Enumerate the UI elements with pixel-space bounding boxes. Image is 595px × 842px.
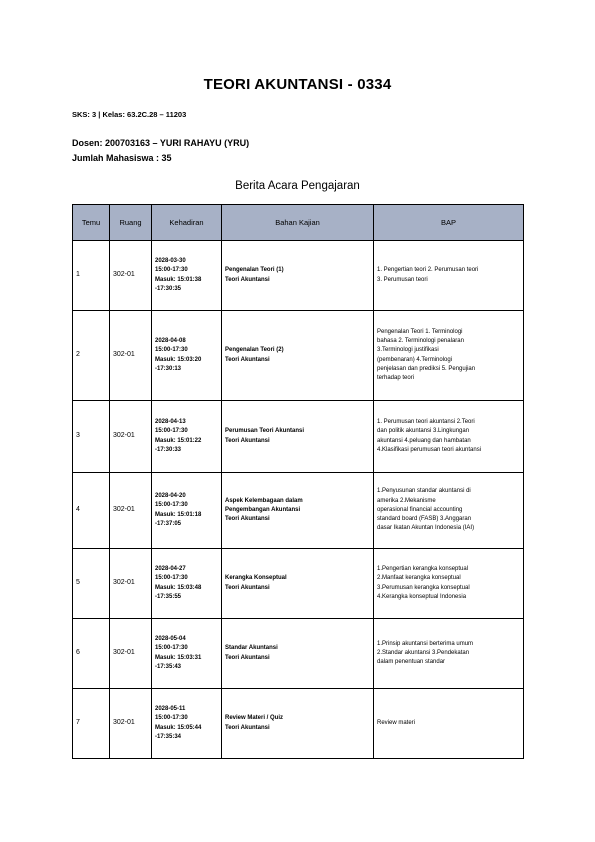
table-header-row (73, 205, 524, 241)
cell-temu: 1 (73, 241, 110, 311)
cell-bahan-kajian (222, 401, 374, 473)
cell-bap-line: Pengenalan Teori 1. Terminologi (377, 328, 463, 335)
cell-bap-line: 3.Perumusan kerangka konseptual (377, 584, 470, 591)
cell-bap (374, 473, 524, 549)
cell-kehadiran (152, 689, 222, 759)
cell-kehadiran-line: -17:30:13 (155, 365, 182, 372)
table-row (73, 619, 524, 689)
cell-kehadiran-line: 15:00-17:30 (155, 347, 188, 354)
cell-bap-line: 1.Pengertian kerangka konseptual (377, 565, 469, 572)
cell-kehadiran-line: 2028-04-27 (155, 565, 186, 572)
cell-kehadiran-line: Masuk: 15:01:22 (155, 437, 202, 444)
cell-bap-line: penjelasan dan prediksi 5. Pengujian (377, 365, 476, 372)
cell-kehadiran-line: -17:35:43 (155, 663, 182, 670)
cell-ruang: 302-01 (110, 241, 152, 311)
section-title: Berita Acara Pengajaran (235, 180, 360, 192)
cell-temu: 3 (73, 401, 110, 473)
cell-bahan-kajian (222, 241, 374, 311)
cell-kehadiran-line: 15:00-17:30 (155, 502, 188, 509)
cell-kehadiran-line: Masuk: 15:03:31 (155, 654, 202, 661)
header-kehadiran: Kehadiran (152, 205, 222, 241)
cell-bap-line: 2.Manfaat kerangka konseptual (377, 575, 461, 582)
cell-ruang: 302-01 (110, 311, 152, 401)
cell-bahan-kajian-line: Pengenalan Teori (2) (225, 347, 284, 354)
cell-bap-line: 3.Terminologi justifikasi (377, 347, 439, 354)
cell-kehadiran-line: 2028-03-30 (155, 257, 186, 264)
cell-kehadiran-line: -17:30:35 (155, 285, 182, 292)
cell-bap-line: 2.Standar akuntansi 3.Pendekatan (377, 649, 470, 656)
table-row (73, 689, 524, 759)
cell-bahan-kajian-line: Perumusan Teori Akuntansi (225, 428, 305, 435)
cell-kehadiran-line: 2028-05-11 (155, 705, 186, 712)
cell-kehadiran (152, 549, 222, 619)
cell-bahan-kajian-line: Pengembangan Akuntansi (225, 506, 301, 513)
cell-kehadiran (152, 401, 222, 473)
cell-bap-line: bahasa 2. Terminologi penalaran (377, 337, 464, 344)
table-row (73, 401, 524, 473)
cell-kehadiran-line: -17:37:05 (155, 520, 182, 527)
cell-kehadiran (152, 311, 222, 401)
cell-bap-line: 1.Penyusunan standar akuntansi di (377, 488, 471, 495)
cell-bahan-kajian (222, 619, 374, 689)
cell-temu: 2 (73, 311, 110, 401)
header-temu: Temu (73, 205, 110, 241)
cell-kehadiran-line: Masuk: 15:03:20 (155, 356, 202, 363)
cell-kehadiran-line: 2028-04-08 (155, 337, 186, 344)
header-bap: BAP (374, 205, 524, 241)
cell-kehadiran-line: -17:35:34 (155, 733, 182, 740)
cell-bap-line: terhadap teori (377, 375, 415, 382)
cell-temu: 4 (73, 473, 110, 549)
table-row (73, 241, 524, 311)
table-row (73, 549, 524, 619)
cell-bahan-kajian-line: Teori Akuntansi (225, 584, 270, 591)
cell-kehadiran-line: Masuk: 15:01:18 (155, 511, 202, 518)
cell-bahan-kajian-line: Pengenalan Teori (1) (225, 267, 284, 274)
cell-bahan-kajian (222, 473, 374, 549)
header-ruang: Ruang (110, 205, 152, 241)
cell-bap-line: standard board (FASB) 3.Anggaran (377, 516, 472, 523)
cell-ruang: 302-01 (110, 619, 152, 689)
cell-bap-line: (pembenaran) 4.Terminologi (377, 356, 453, 363)
cell-bap-line: 1. Perumusan teori akuntansi 2.Teori (377, 418, 475, 425)
cell-ruang: 302-01 (110, 473, 152, 549)
cell-kehadiran-line: Masuk: 15:01:38 (155, 276, 202, 283)
cell-kehadiran-line: 2028-04-20 (155, 492, 186, 499)
table-row (73, 311, 524, 401)
student-count: Jumlah Mahasiswa : 35 (72, 153, 172, 163)
cell-bap-line: amerika 2.Mekanisme (377, 497, 436, 504)
cell-temu: 7 (73, 689, 110, 759)
cell-bahan-kajian-line: Aspek Kelembagaan dalam (225, 497, 303, 504)
cell-kehadiran-line: 15:00-17:30 (155, 645, 188, 652)
cell-kehadiran-line: -17:30:33 (155, 446, 182, 453)
cell-ruang: 302-01 (110, 549, 152, 619)
cell-kehadiran (152, 619, 222, 689)
cell-bap (374, 689, 524, 759)
cell-bahan-kajian-line: Teori Akuntansi (225, 724, 270, 731)
cell-bap (374, 619, 524, 689)
cell-bap-line: 1.Prinsip akuntansi berterima umum (377, 640, 474, 647)
cell-kehadiran-line: Masuk: 15:05:44 (155, 724, 202, 731)
cell-kehadiran-line: 15:00-17:30 (155, 715, 188, 722)
cell-bap (374, 549, 524, 619)
cell-kehadiran (152, 473, 222, 549)
lecturer: Dosen: 200703163 – YURI RAHAYU (YRU) (72, 138, 250, 148)
cell-bap (374, 311, 524, 401)
cell-kehadiran-line: 2028-05-04 (155, 635, 186, 642)
header-bahan-kajian: Bahan Kajian (222, 205, 374, 241)
cell-bap-line: dasar Ikatan Akuntan Indonesia (IAI) (377, 525, 475, 532)
cell-bahan-kajian-line: Kerangka Konseptual (225, 575, 287, 582)
cell-kehadiran-line: 15:00-17:30 (155, 575, 188, 582)
cell-kehadiran-line: 15:00-17:30 (155, 428, 188, 435)
cell-bap-line: 4.Klasifikasi perumusan teori akuntansi (377, 446, 482, 453)
cell-bap-line: dan politik akuntansi 3.Lingkungan (377, 428, 470, 435)
table-row (73, 473, 524, 549)
cell-bahan-kajian-line: Teori Akuntansi (225, 516, 270, 523)
cell-bap-line: operasional financial accounting (377, 506, 463, 513)
cell-bahan-kajian-line: Review Materi / Quiz (225, 715, 284, 722)
cell-kehadiran-line: 2028-04-13 (155, 418, 186, 425)
cell-kehadiran-line: 15:00-17:30 (155, 267, 188, 274)
cell-ruang: 302-01 (110, 689, 152, 759)
cell-bahan-kajian-line: Teori Akuntansi (225, 356, 270, 363)
cell-ruang: 302-01 (110, 401, 152, 473)
cell-bap-line: Review materi (377, 719, 416, 726)
cell-bahan-kajian (222, 549, 374, 619)
course-meta: SKS: 3 | Kelas: 63.2C.28 – 11203 (72, 110, 187, 119)
cell-bahan-kajian-line: Teori Akuntansi (225, 654, 270, 661)
cell-temu: 5 (73, 549, 110, 619)
course-title: TEORI AKUNTANSI - 0334 (203, 76, 392, 93)
cell-bap-line: akuntansi 4.peluang dan hambatan (377, 437, 471, 444)
cell-kehadiran (152, 241, 222, 311)
cell-bap (374, 401, 524, 473)
cell-bahan-kajian (222, 311, 374, 401)
cell-bap-line: 4.Kerangka konseptual Indonesia (377, 593, 467, 600)
cell-kehadiran-line: Masuk: 15:03:48 (155, 584, 202, 591)
cell-bap-line: dalam penentuan standar (377, 659, 446, 666)
cell-bap (374, 241, 524, 311)
cell-bahan-kajian-line: Teori Akuntansi (225, 437, 270, 444)
cell-bahan-kajian (222, 689, 374, 759)
bap-table (72, 204, 524, 759)
cell-bap-line: 1. Pengertian teori 2. Perumusan teori (377, 267, 479, 274)
cell-bahan-kajian-line: Standar Akuntansi (225, 645, 278, 652)
cell-temu: 6 (73, 619, 110, 689)
cell-kehadiran-line: -17:35:55 (155, 593, 182, 600)
cell-bahan-kajian-line: Teori Akuntansi (225, 276, 270, 283)
cell-bap-line: 3. Perumusan teori (377, 276, 428, 283)
